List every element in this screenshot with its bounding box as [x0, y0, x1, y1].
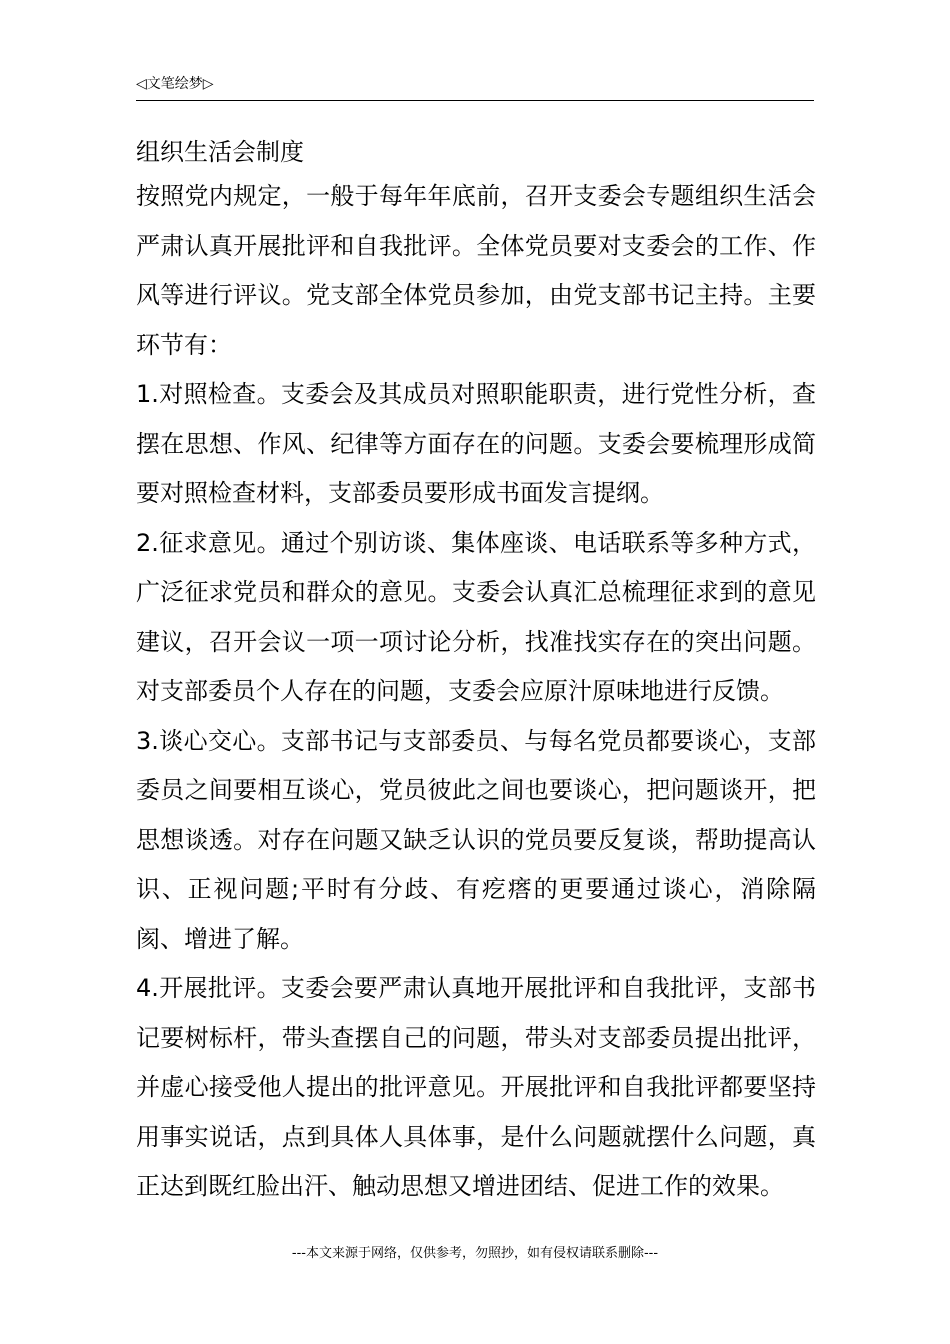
- page-header: [136, 72, 814, 101]
- paragraph-item-2: 2.征求意见。通过个别访谈、集体座谈、电话联系等多种方式，广泛征求党员和群众的意见。支委会认真汇总梳理征求到的意见建议，召开会议一项一项讨论分析，找准找实存在的突出问题。对支部委员个人存在的问题，支委会应原汁原味地进行反馈。: [136, 528, 816, 705]
- paragraph-intro: 按照党内规定，一般于每年年底前，召开支委会专题组织生活会严肃认真开展批评和自我批评。全体党员要对支委会的工作、作风等进行评议。党支部全体党员参加，由党支部书记主持。主要环节有：: [136, 182, 816, 359]
- document-title: 组织生活会制度: [136, 138, 304, 166]
- paragraph-item-3: 3.谈心交心。支部书记与支部委员、与每名党员都要谈心，支部委员之间要相互谈心，党员彼此之间也要谈心，把问题谈开，把思想谈透。对存在问题又缺乏认识的党员要反复谈，帮助提高认识、正视问题;平时有分歧、有疙瘩的更要通过谈心，消除隔阂、增进了解。: [136, 726, 816, 953]
- document-body: [136, 132, 816, 1212]
- paragraph-item-4: 4.开展批评。支委会要严肃认真地开展批评和自我批评，支部书记要树标杆，带头查摆自己的问题，带头对支部委员提出批评，并虚心接受他人提出的批评意见。开展批评和自我批评都要坚持用事实说话，点到具体人具体事，是什么问题就摆什么问题，真正达到既红脸出汗、触动思想又增进团结、促进工作的效果。: [136, 974, 816, 1200]
- page-footer: ---本文来源于网络，仅供参考，勿照抄，如有侵权请联系删除---: [291, 1246, 659, 1261]
- header-brand-text: ◁文笔绘梦▷: [136, 76, 214, 92]
- paragraph-item-1: 1.对照检查。支委会及其成员对照职能职责，进行党性分析，查摆在思想、作风、纪律等方面存在的问题。支委会要梳理形成简要对照检查材料，支部委员要形成书面发言提纲。: [136, 380, 816, 507]
